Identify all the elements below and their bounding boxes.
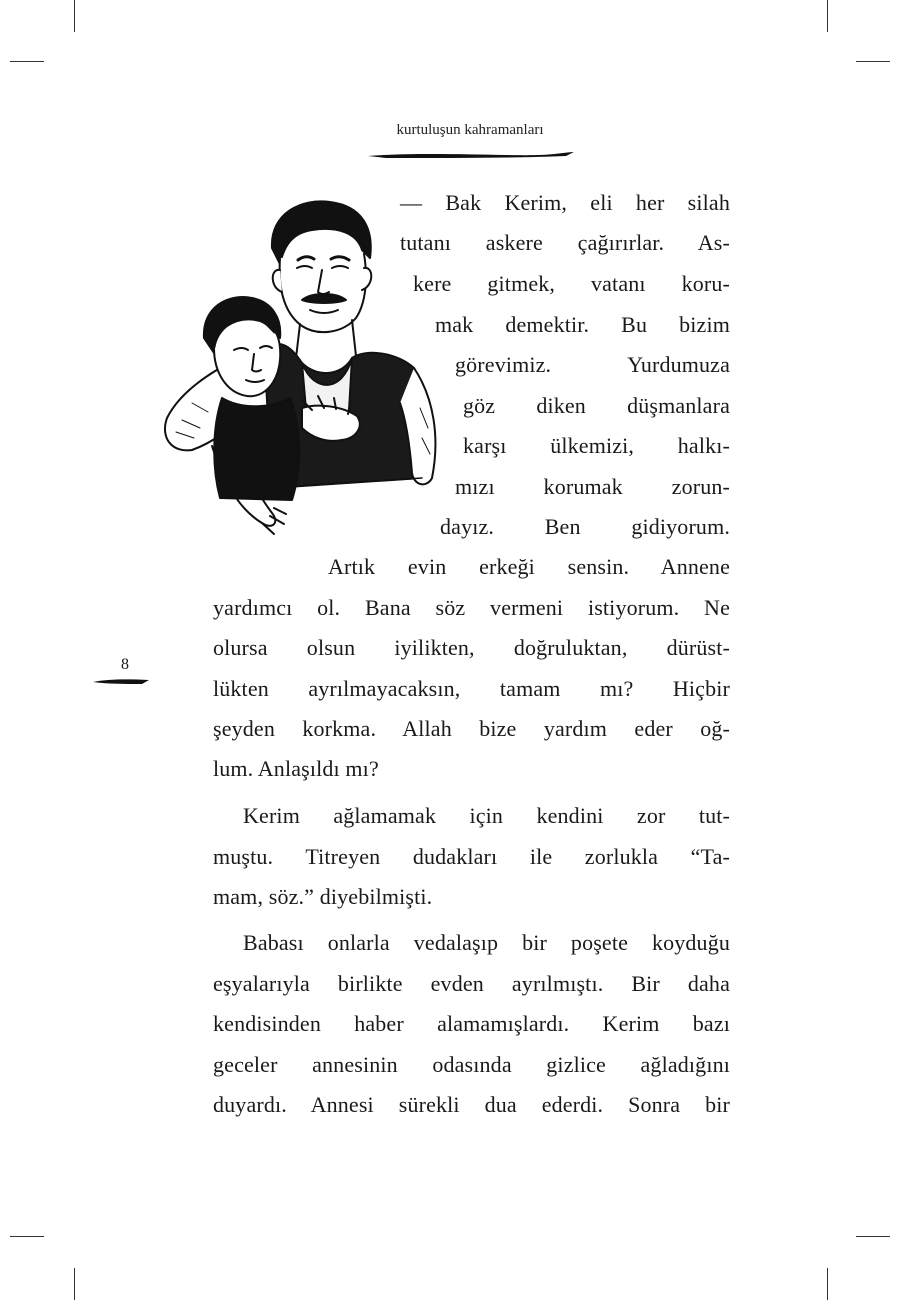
text-line: mam, söz.” diyebilmişti. [213, 884, 433, 909]
brush-stroke-divider [366, 150, 576, 160]
text-line: görevimiz. Yurdumuza [455, 352, 730, 377]
text-line: muştu. Titreyen dudakları ile zorlukla “Ta- [213, 844, 730, 869]
text-line: kendisinden haber alamamışlardı. Kerim bazı [213, 1011, 730, 1036]
text-line: Babası onlarla vedalaşıp bir poşete koyduğu [243, 930, 730, 955]
father-and-son-illustration [152, 188, 442, 548]
crop-mark [856, 61, 890, 62]
crop-mark [10, 1236, 44, 1237]
text-line: duyardı. Annesi sürekli dua ederdi. Sonra bir [213, 1092, 730, 1117]
text-line: tutanı askere çağırırlar. As- [400, 230, 730, 255]
text-line: yardımcı ol. Bana söz vermeni istiyorum. Ne [213, 595, 730, 620]
text-line: şeyden korkma. Allah bize yardım eder oğ- [213, 716, 730, 741]
running-header: kurtuluşun kahramanları [396, 122, 544, 138]
text-line: lükten ayrılmayacaksın, tamam mı? Hiçbir [213, 676, 730, 701]
crop-mark [74, 0, 75, 32]
crop-mark [74, 1268, 75, 1300]
text-line: karşı ülkemizi, halkı- [463, 433, 730, 458]
brush-stroke-divider [92, 677, 150, 685]
page-number: 8 [121, 656, 129, 673]
text-line: olursa olsun iyilikten, doğruluktan, dürüst- [213, 635, 730, 660]
text-line: Kerim ağlamamak için kendini zor tut- [243, 803, 730, 828]
text-line: mak demektir. Bu bizim [435, 312, 730, 337]
crop-mark [827, 1268, 828, 1300]
text-line: eşyalarıyla birlikte evden ayrılmıştı. Bir daha [213, 971, 730, 996]
text-line: lum. Anlaşıldı mı? [213, 756, 379, 781]
text-line: dayız. Ben gidiyorum. [440, 514, 730, 539]
text-line: kere gitmek, vatanı koru- [413, 271, 730, 296]
crop-mark [827, 0, 828, 32]
crop-mark [10, 61, 44, 62]
text-line: — Bak Kerim, eli her silah [400, 190, 730, 215]
crop-mark [856, 1236, 890, 1237]
text-line: Artık evin erkeği sensin. Annene [328, 554, 730, 579]
text-line: mızı korumak zorun- [455, 474, 730, 499]
text-line: göz diken düşmanlara [463, 393, 730, 418]
text-line: geceler annesinin odasında gizlice ağladığını [213, 1052, 730, 1077]
